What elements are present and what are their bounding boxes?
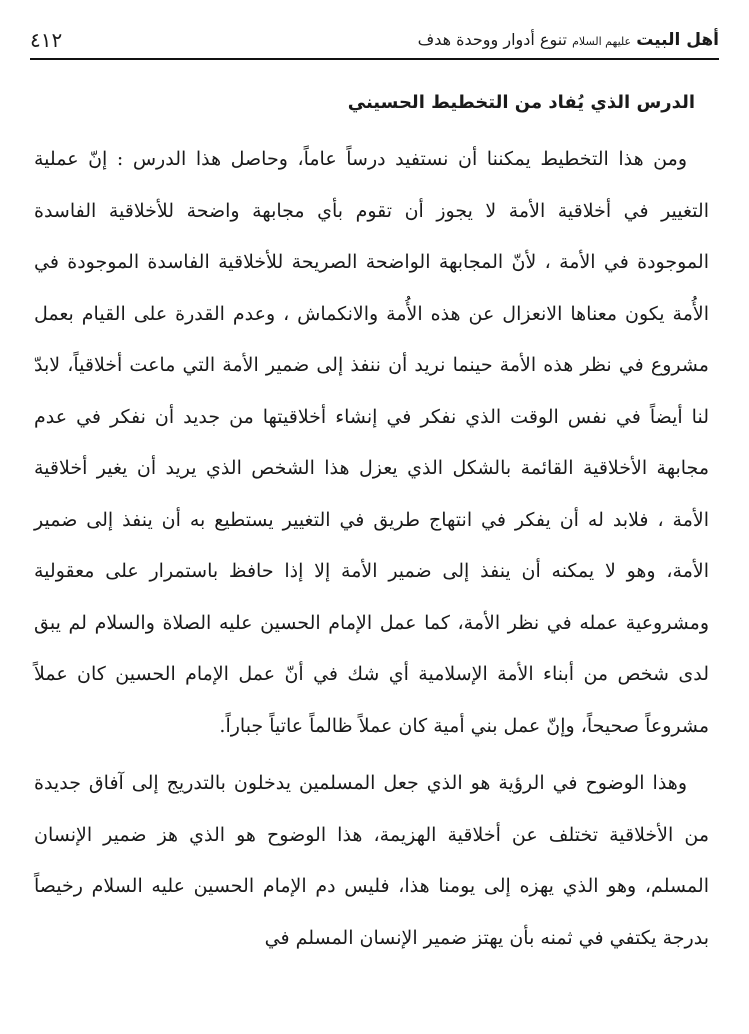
paragraph-2 bbox=[34, 758, 709, 964]
honorific-symbol: عليهم السلام bbox=[572, 35, 632, 48]
page-number: ٤١٢ bbox=[30, 28, 63, 52]
page-header bbox=[30, 28, 719, 60]
paragraph-1-text: ومن هذا التخطيط يمكننا أن نستفيد درساً عاماً، وحاصل هذا الدرس : إنّ عملية التغيير في أخلاقية الأمة لا يجوز أن تقوم بأي مجابهة واضحة للأخلاقية الفاسدة الموجودة في الأمة ، لأنّ المجابهة الواضحة الصريحة للأخلاقية الفاسدة الموجودة في الأُمة يكون معناها الانعزال عن هذه الأُمة والانكماش ، وعدم القدرة على القيام بعمل مشروع في نظر هذه الأمة حينما نريد أن ننفذ إلى ضمير الأمة التي ماعت أخلاقياً، لابدّ لنا أيضاً في نفس الوقت الذي نفكر في إنشاء أخلاقيتها من جديد أن نفكر في عدم مجابهة الأخلاقية القائمة بالشكل الذي يعزل هذا الشخص الذي يريد أن يغير أخلاقية الأمة ، فلابد له أن يفكر في انتهاج طريق في التغيير يستطيع به أن ينفذ إلى ضمير الأمة، وهو لا يمكنه أن ينفذ إلى ضمير الأمة إلا إذا حافظ باستمرار على معقولية ومشروعية عمله في نظر الأمة، كما عمل الإمام الحسين عليه الصلاة والسلام لم يبق لدى شخص من أبناء الأمة الإسلامية أي شك في أنّ عمل الإمام الحسين كان عملاً مشروعاً صحيحاً، وإنّ عمل بني أمية كان عملاً ظالماً عاتياً جباراً. bbox=[34, 148, 709, 737]
page-body bbox=[34, 88, 709, 970]
running-title bbox=[418, 30, 719, 50]
paragraph-2-text: وهذا الوضوح في الرؤية هو الذي جعل المسلمين يدخلون بالتدريج إلى آفاق جديدة من الأخلاقية تختلف عن أخلاقية الهزيمة، هذا الوضوح هو الذي هز ضمير الإنسان المسلم، وهو الذي يهزه إلى يومنا هذا، فليس دم الإمام الحسين عليه السلام رخيصاً بدرجة يكتفي في ثمنه بأن يهتز ضمير الإنسان المسلم في bbox=[34, 772, 709, 949]
paragraph-1 bbox=[34, 134, 709, 752]
running-title-rest: تنوع أدوار ووحدة هدف bbox=[417, 30, 567, 49]
section-heading: الدرس الذي يُفاد من التخطيط الحسيني bbox=[347, 92, 695, 113]
running-title-bold: أهل البيت bbox=[636, 30, 719, 50]
